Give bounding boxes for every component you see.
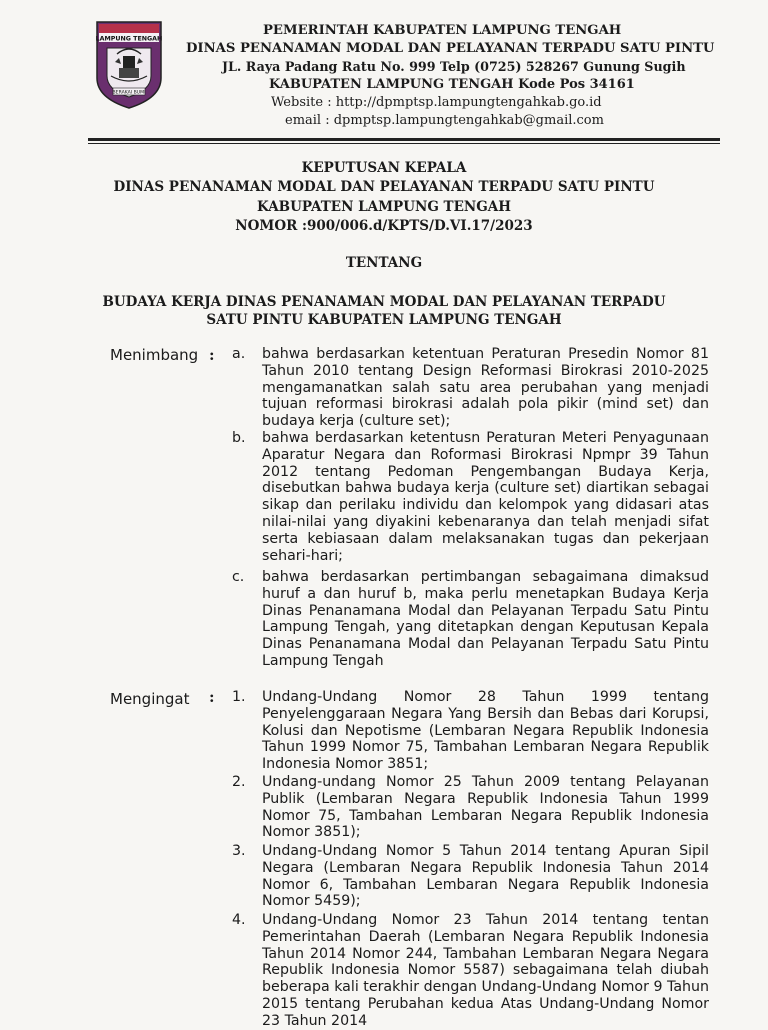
mengingat-item-2-marker: 2. [232,774,246,790]
decree-regency: KABUPATEN LAMPUNG TENGAH [257,199,511,215]
menimbang-item-a-marker: a. [232,346,246,362]
emblem-motto-text: BERAKAI BUMI [112,90,146,96]
decree-subject-line1: BUDAYA KERJA DINAS PENANAMAN MODAL DAN PELAYANAN TERPADU [102,294,666,310]
menimbang-item-c-marker: c. [232,569,245,585]
mengingat-label: Mengingat [110,690,190,708]
government-name: PEMERINTAH KABUPATEN LAMPUNG TENGAH [263,23,622,38]
agency-regency-postcode: KABUPATEN LAMPUNG TENGAH Kode Pos 34161 [269,77,635,92]
mengingat-item-1-marker: 1. [232,689,246,705]
menimbang-item-a-text: bahwa berdasarkan ketentuan Peraturan Presedin Nomor 81 Tahun 2010 tentang Design Reformasi Birokrasi 2010-2025 mengamanatkan salah satu area perubahan yang menjadi tujuan reformasi birokrasi adalah pola pikir (mind set) dan budaya kerja (culture set); [262,346,709,430]
decree-title: KEPUTUSAN KEPALA [301,160,467,176]
menimbang-colon: : [209,346,215,364]
menimbang-item-b-marker: b. [232,430,246,446]
decree-issuer: DINAS PENANAMAN MODAL DAN PELAYANAN TERPADU SATU PINTU [113,179,655,195]
decree-number: NOMOR :900/006.d/KPTS/D.VI.17/2023 [235,218,533,234]
mengingat-item-4-marker: 4. [232,912,246,928]
decree-subject-line2: SATU PINTU KABUPATEN LAMPUNG TENGAH [206,312,562,328]
mengingat-item-3-marker: 3. [232,843,246,859]
agency-email: email : dpmptsp.lampungtengahkab@gmail.com [285,113,604,128]
letterhead-rule-thin [88,143,720,144]
letterhead-rule-thick [88,138,720,141]
mengingat-colon: : [209,688,215,706]
mengingat-item-1-text: Undang-Undang Nomor 28 Tahun 1999 tentang Penyelenggaraan Negara Yang Bersih dan Bebas dari Korupsi, Kolusi dan Nepotisme (Lembaran Negara Republik Indonesia Tahun 1999 Nomor 75, Tambahan Lembaran Negara Republik Indonesia Nomor 3851; [262,689,709,773]
menimbang-label: Menimbang [110,346,199,364]
decree-about: TENTANG [345,255,423,271]
agency-website: Website : http://dpmptsp.lampungtengahkab.go.id [271,95,602,110]
mengingat-item-2-text: Undang-undang Nomor 25 Tahun 2009 tentang Pelayanan Publik (Lembaran Negara Republik Indonesia Tahun 1999 Nomor 75, Tambahan Lembaran Negara Republik Indonesia Nomor 3851); [262,774,709,841]
agency-name: DINAS PENANAMAN MODAL DAN PELAYANAN TERPADU SATU PINTU [186,41,715,56]
mengingat-item-3-text: Undang-Undang Nomor 5 Tahun 2014 tentang Apuran Sipil Negara (Lembaran Negara Republik Indonesia Tahun 2014 Nomor 6, Tambahan Lembaran Negara Republik Indonesia Nomor 5459); [262,843,709,910]
menimbang-item-c-text: bahwa berdasarkan pertimbangan sebagaimana dimaksud huruf a dan huruf b, maka perlu menetapkan Budaya Kerja Dinas Penanamana Modal dan Pelayanan Terpadu Satu Pintu Lampung Tengah, yang ditetapkan dengan Keputusan Kepala Dinas Penanamana Modal dan Pelayanan Terpadu Satu Pintu Lampung Tengah [262,569,709,669]
emblem-banner-text: LAMPUNG TENGAH [95,35,163,43]
menimbang-item-b-text: bahwa berdasarkan ketentusn Peraturan Meteri Penyagunaan Aparatur Negara dan Roformasi Birokrasi Npmpr 39 Tahun 2012 tentang Pedoman Pengembangan Budaya Kerja, disebutkan bahwa budaya kerja (culture set) diartikan sebagai sikap dan perilaku individu dan kelompok yang didasari atas nilai-nilai yang diyakini kebenaranya dan telah menjadi sifat serta kebiasaan dalam melaksanakan tugas dan pekerjaan sehari-hari; [262,430,709,564]
lampung-tengah-regency-emblem [93,18,165,110]
mengingat-item-4-text: Undang-Undang Nomor 23 Tahun 2014 tentang tentan Pemerintahan Daerah (Lembaran Negara Republik Indonesia Tahun 2014 Nomor 244, Tambahan Lembaran Negara Negara Republik Indonesia Nomor 5587) sebagaimana telah diubah beberapa kali terakhir dengan Undang-Undang Nomor 9 Tahun 2015 tentang Perubahan kedua Atas Undang-Undang Nomor 23 Tahun 2014 [262,912,709,1029]
agency-address: JL. Raya Padang Ratu No. 999 Telp (0725) 528267 Gunung Sugih [222,59,686,74]
